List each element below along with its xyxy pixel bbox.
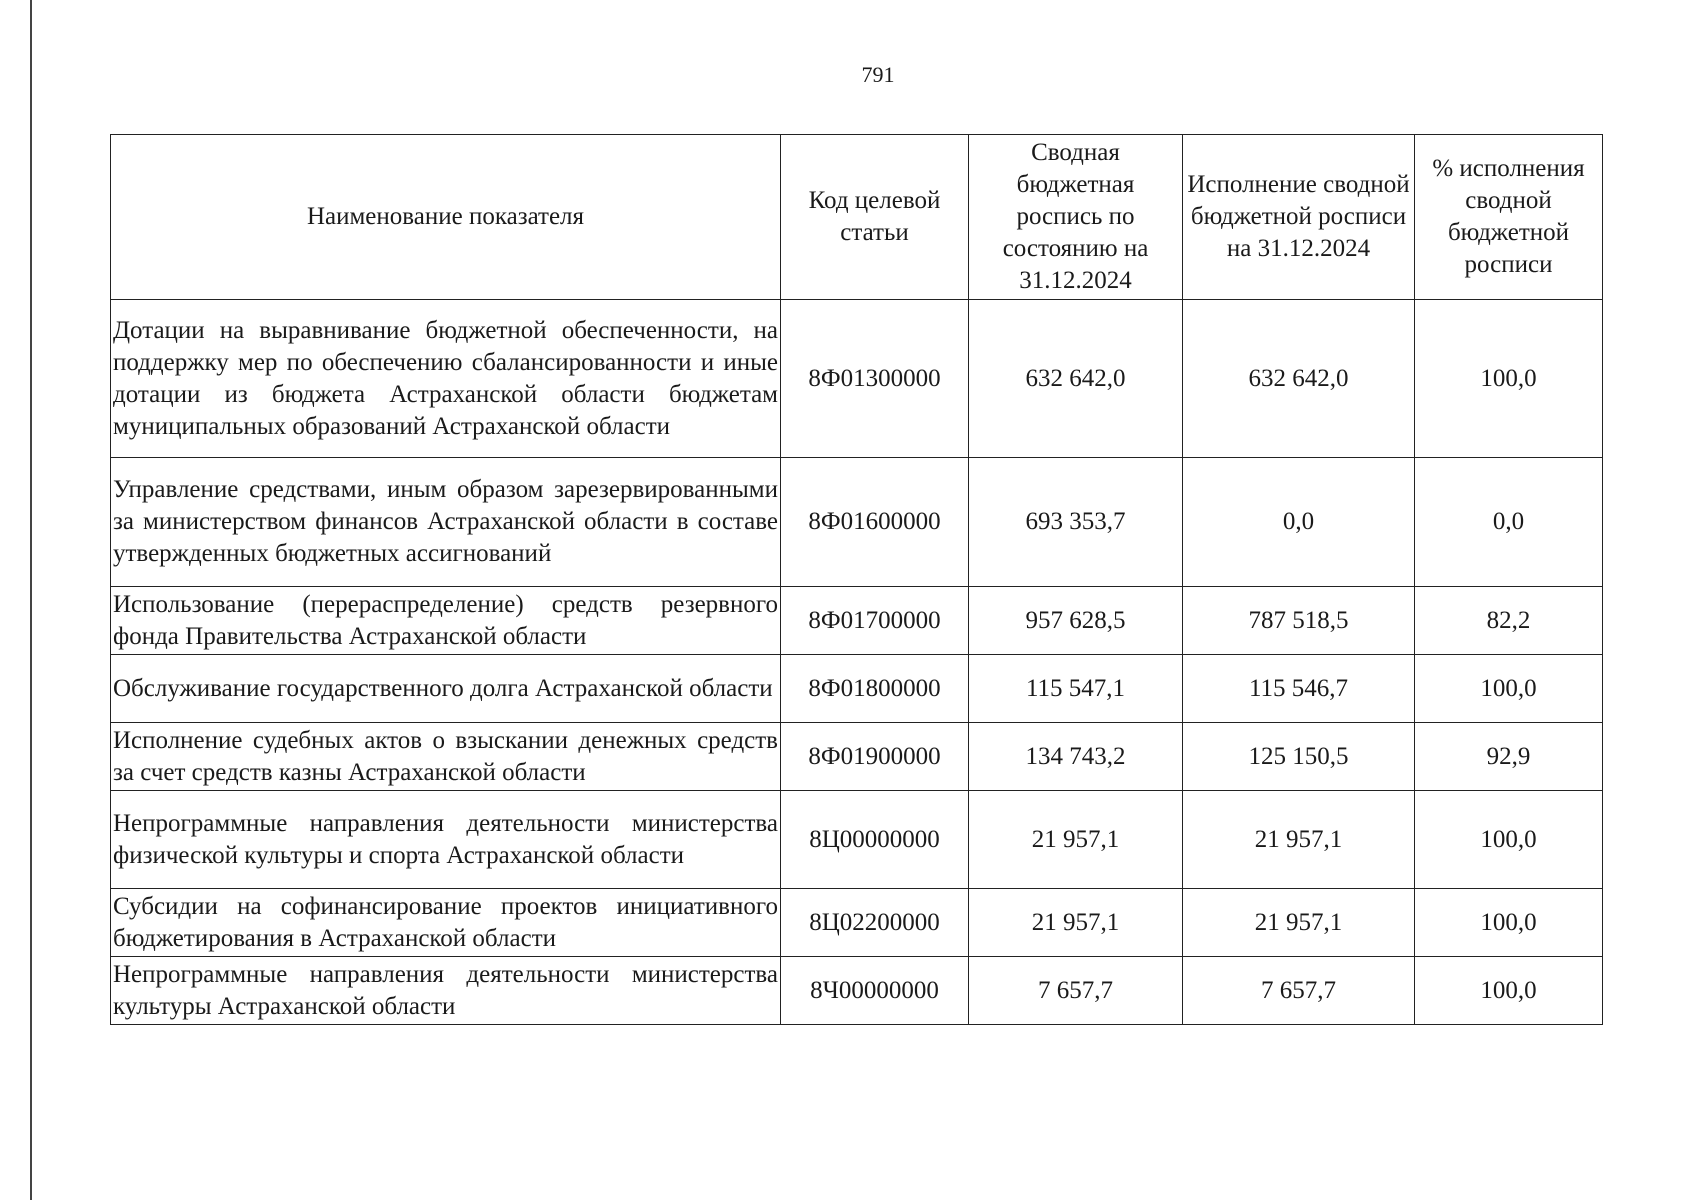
- page-margin-line: [30, 0, 32, 1200]
- table-row: [111, 655, 1603, 723]
- target-code-cell: 8Ф01800000: [781, 655, 969, 723]
- executed-cell: 0,0: [1183, 458, 1415, 587]
- table-row: [111, 458, 1603, 587]
- target-code-cell: 8Ф01700000: [781, 587, 969, 655]
- header-executed-budget: Исполнение сводной бюджетной росписи на 31.12.2024: [1183, 135, 1415, 300]
- indicator-name-cell: Непрограммные направления деятельности министерства физической культуры и спорта Астраханской области: [111, 791, 781, 889]
- planned-cell: 632 642,0: [969, 300, 1183, 458]
- header-planned-budget: Сводная бюджетная роспись по состоянию на 31.12.2024: [969, 135, 1183, 300]
- executed-cell: 21 957,1: [1183, 889, 1415, 957]
- target-code-cell: 8Ч00000000: [781, 957, 969, 1025]
- header-row: [111, 135, 1603, 300]
- percent-cell: 100,0: [1415, 791, 1603, 889]
- percent-cell: 92,9: [1415, 723, 1603, 791]
- executed-cell: 115 546,7: [1183, 655, 1415, 723]
- executed-cell: 787 518,5: [1183, 587, 1415, 655]
- indicator-name-cell: Использование (перераспределение) средств резервного фонда Правительства Астраханской области: [111, 587, 781, 655]
- indicator-name-cell: Исполнение судебных актов о взыскании денежных средств за счет средств казны Астраханской области: [111, 723, 781, 791]
- table-row: [111, 300, 1603, 458]
- percent-cell: 100,0: [1415, 300, 1603, 458]
- table-row: [111, 889, 1603, 957]
- header-execution-percent: % исполнения сводной бюджетной росписи: [1415, 135, 1603, 300]
- budget-execution-table: [110, 134, 1603, 1025]
- planned-cell: 21 957,1: [969, 791, 1183, 889]
- indicator-name-cell: Субсидии на софинансирование проектов инициативного бюджетирования в Астраханской области: [111, 889, 781, 957]
- planned-cell: 134 743,2: [969, 723, 1183, 791]
- executed-cell: 632 642,0: [1183, 300, 1415, 458]
- target-code-cell: 8Ц02200000: [781, 889, 969, 957]
- indicator-name-cell: Дотации на выравнивание бюджетной обеспеченности, на поддержку мер по обеспечению сбалансированности и иные дотации из бюджета Астраханской области бюджетам муниципальных образований Астраханской области: [111, 300, 781, 458]
- planned-cell: 21 957,1: [969, 889, 1183, 957]
- percent-cell: 100,0: [1415, 957, 1603, 1025]
- target-code-cell: 8Ц00000000: [781, 791, 969, 889]
- executed-cell: 21 957,1: [1183, 791, 1415, 889]
- target-code-cell: 8Ф01300000: [781, 300, 969, 458]
- percent-cell: 100,0: [1415, 889, 1603, 957]
- table-row: [111, 957, 1603, 1025]
- planned-cell: 115 547,1: [969, 655, 1183, 723]
- page-number: 791: [861, 62, 895, 87]
- percent-cell: 100,0: [1415, 655, 1603, 723]
- target-code-cell: 8Ф01600000: [781, 458, 969, 587]
- indicator-name-cell: Непрограммные направления деятельности министерства культуры Астраханской области: [111, 957, 781, 1025]
- percent-cell: 0,0: [1415, 458, 1603, 587]
- executed-cell: 7 657,7: [1183, 957, 1415, 1025]
- indicator-name-cell: Обслуживание государственного долга Астраханской области: [111, 655, 781, 723]
- executed-cell: 125 150,5: [1183, 723, 1415, 791]
- table-row: [111, 587, 1603, 655]
- table-body: [111, 300, 1603, 1025]
- planned-cell: 957 628,5: [969, 587, 1183, 655]
- planned-cell: 693 353,7: [969, 458, 1183, 587]
- table-row: [111, 723, 1603, 791]
- indicator-name-cell: Управление средствами, иным образом зарезервированными за министерством финансов Астраханской области в составе утвержденных бюджетных ассигнований: [111, 458, 781, 587]
- header-target-code: Код целевой статьи: [781, 135, 969, 300]
- planned-cell: 7 657,7: [969, 957, 1183, 1025]
- percent-cell: 82,2: [1415, 587, 1603, 655]
- table-row: [111, 791, 1603, 889]
- header-indicator-name: Наименование показателя: [111, 135, 781, 300]
- target-code-cell: 8Ф01900000: [781, 723, 969, 791]
- table-header: [111, 135, 1603, 300]
